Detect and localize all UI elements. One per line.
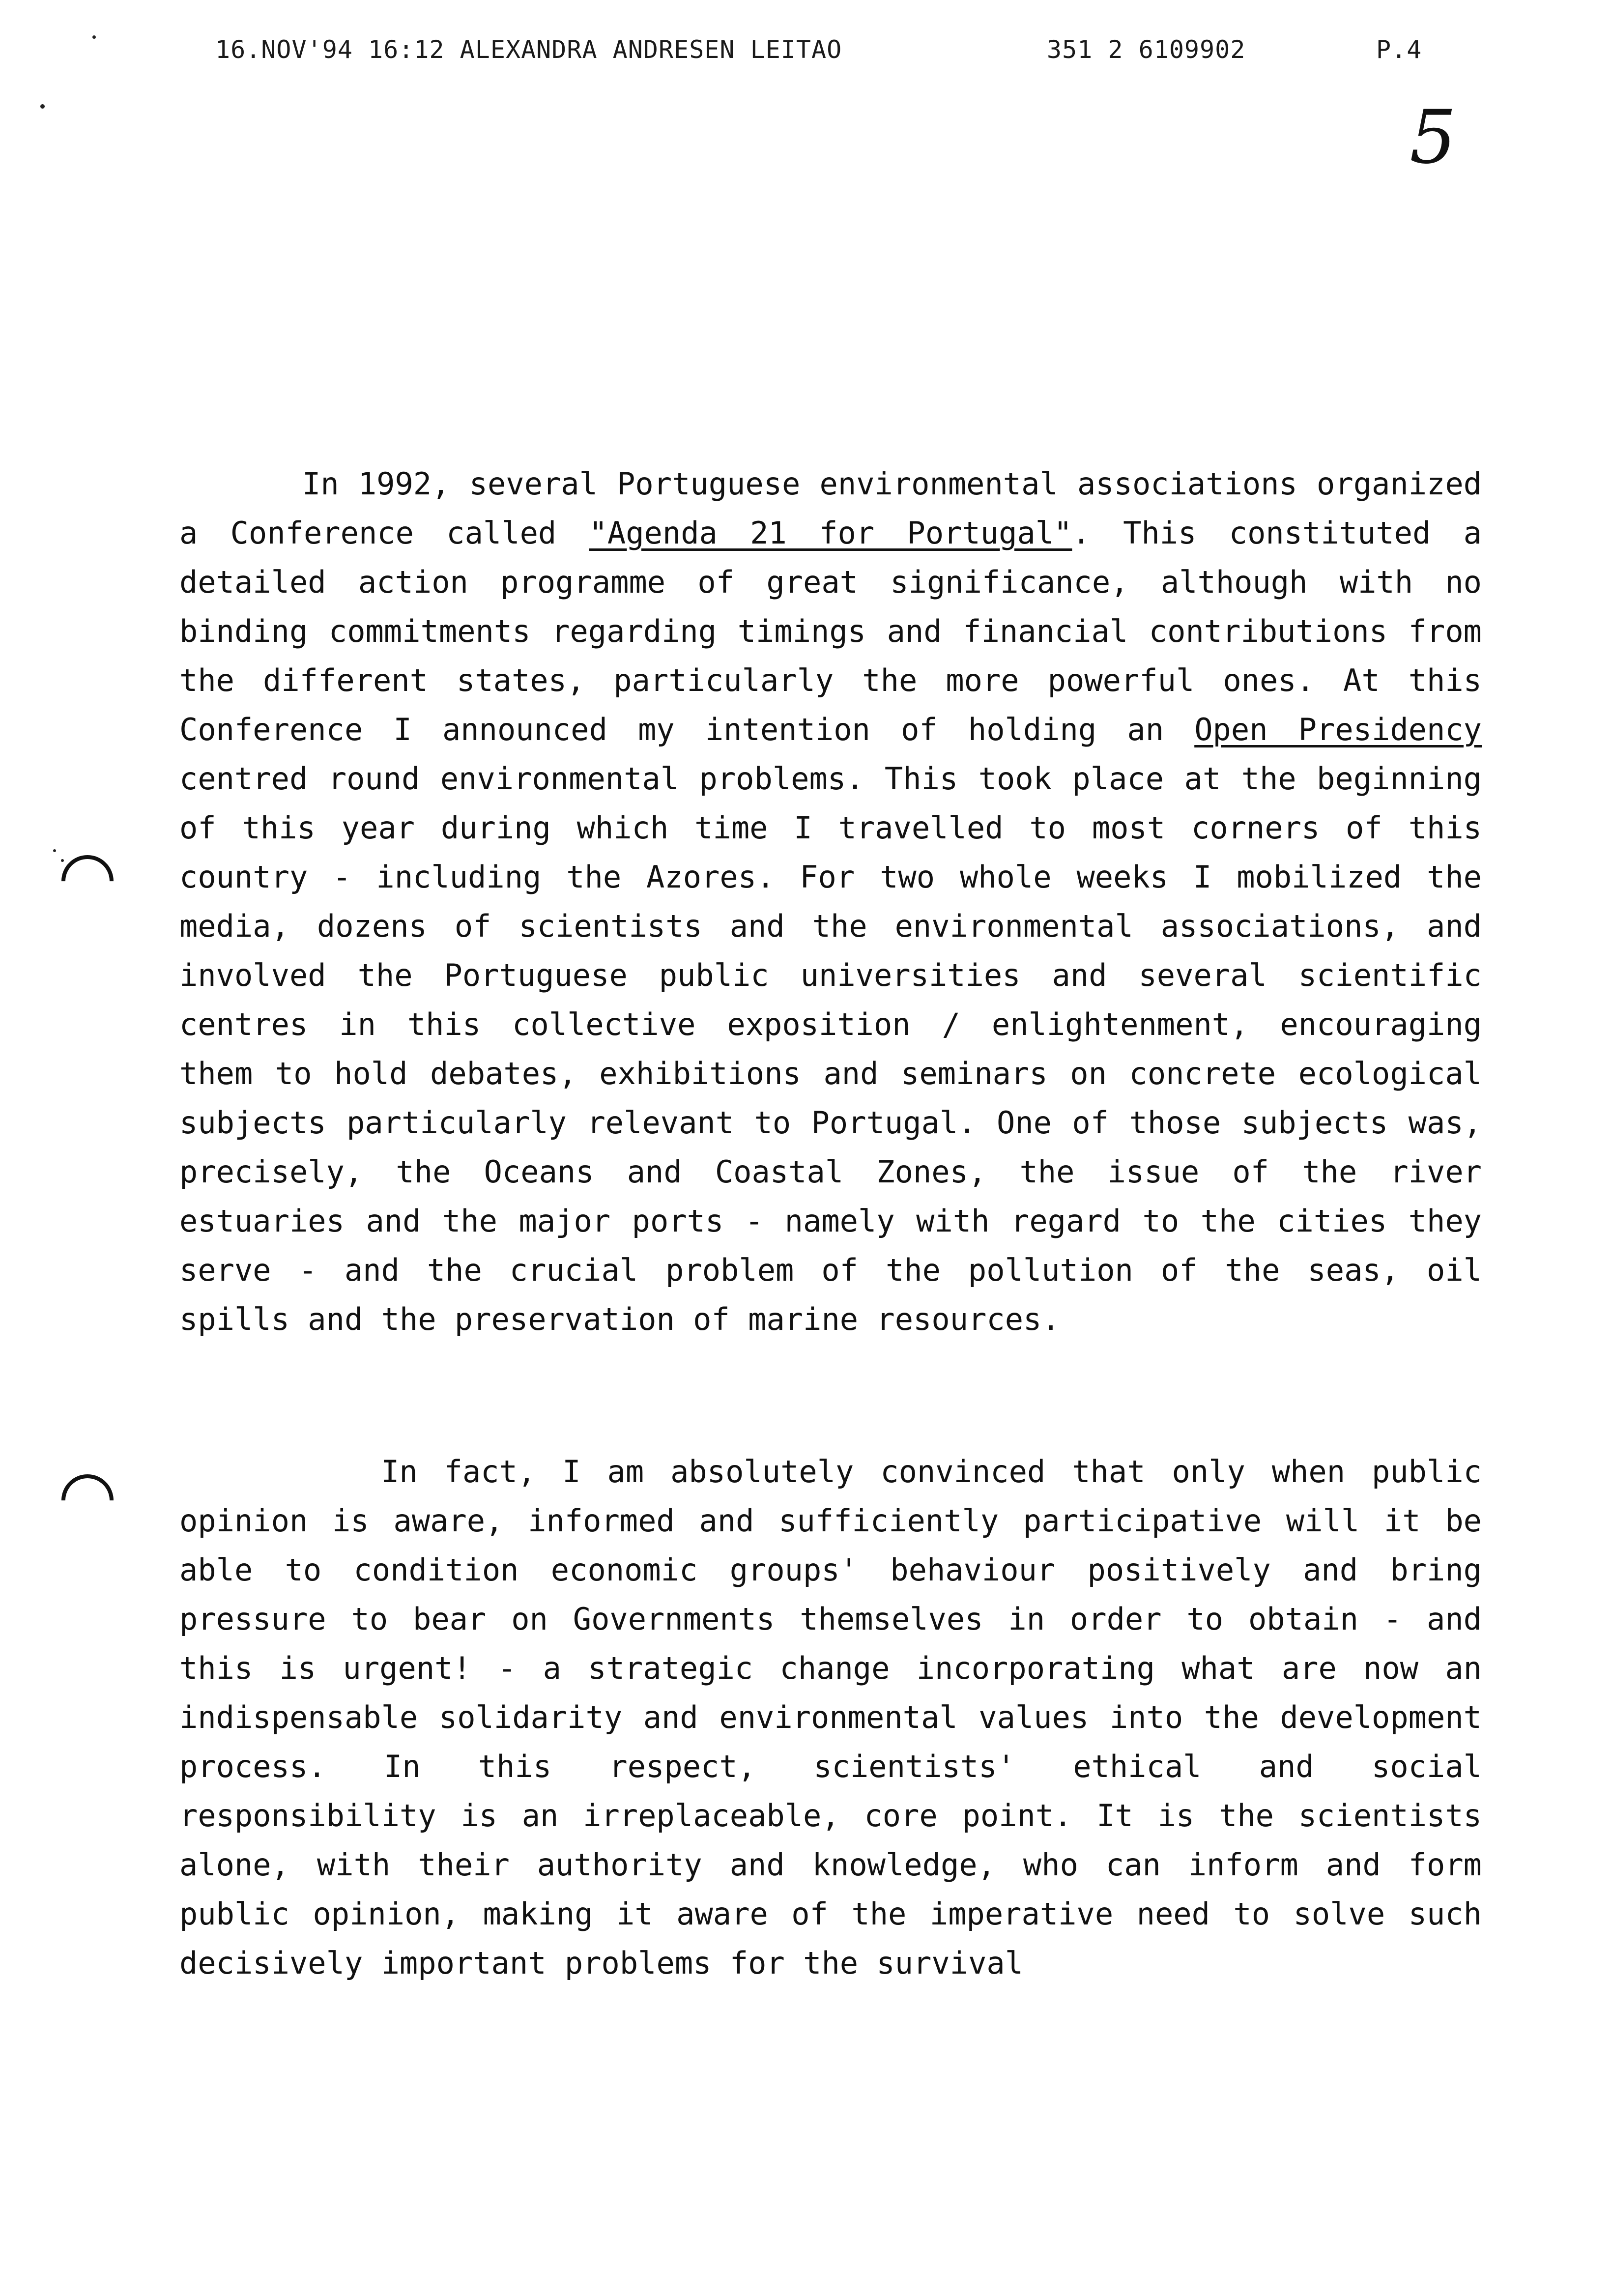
fax-header [0, 35, 1612, 75]
scan-speck [92, 35, 96, 39]
agenda-21-title: "Agenda 21 for Portugal" [589, 515, 1072, 551]
fax-timestamp: 16.NOV'94 16:12 [215, 35, 445, 64]
paragraph-public-opinion: In fact, I am absolutely convinced that only when public opinion is aware, informed and sufficiently participative will it be able to condition economic groups' behaviour positively and bring pressure to bear on Governments themselves in order to obtain - and this is urgent! - a strategic change incorporating what are now an indispensable solidarity and environmental values into the development process. In this respect, scientists' ethical and social responsibility is an irreplaceable, core point. It is the scientists alone, with their authority and knowledge, who can inform and form public opinion, making it aware of the imperative need to solve such decisively important problems for the survival [179, 1454, 1482, 1981]
punch-hole-mark-icon [51, 844, 124, 918]
paragraph-1-rest: centred round environmental problems. This took place at the beginning of this year during which time I travelled to most corners of this country - including the Azores. For two whole weeks I mobilized the media, dozens of scientists and the environmental associations, and involved the Portuguese public universities and several scientific centres in this collective exposition / enlightenment, encouraging them to hold debates, exhibitions and seminars on concrete ecological subjects particularly relevant to Portugal. One of those subjects was, precisely, the Oceans and Coastal Zones, the issue of the river estuaries and the major ports - namely with regard to the cities they serve - and the crucial problem of the pollution of the seas, oil spills and the preservation of marine resources. [179, 761, 1482, 1337]
scan-speck [61, 859, 64, 862]
open-presidency-term: Open Presidency [1194, 712, 1482, 747]
paragraph-1-middle: . This constituted a detailed action programme of great significance, although with no binding commitments regarding timings and financial contributions from the different states, particularly the more powerful ones. At this Conference I announced my intention of holding an [179, 515, 1482, 747]
fax-sender: ALEXANDRA ANDRESEN LEITAO [460, 35, 842, 64]
scan-speck [53, 849, 56, 852]
fax-phone: 351 2 6109902 [1047, 35, 1246, 64]
handwritten-page-number: 5 [1410, 95, 1457, 180]
fax-header-left [215, 35, 842, 64]
fax-page-number: P.4 [1376, 35, 1422, 64]
scan-speck [40, 104, 45, 109]
paragraph-agenda-21 [179, 459, 1482, 1344]
paragraph-1-intro: In 1992, several Portuguese environmental associations organized a Conference called [179, 466, 1482, 551]
punch-hole-mark-icon [51, 1464, 124, 1537]
